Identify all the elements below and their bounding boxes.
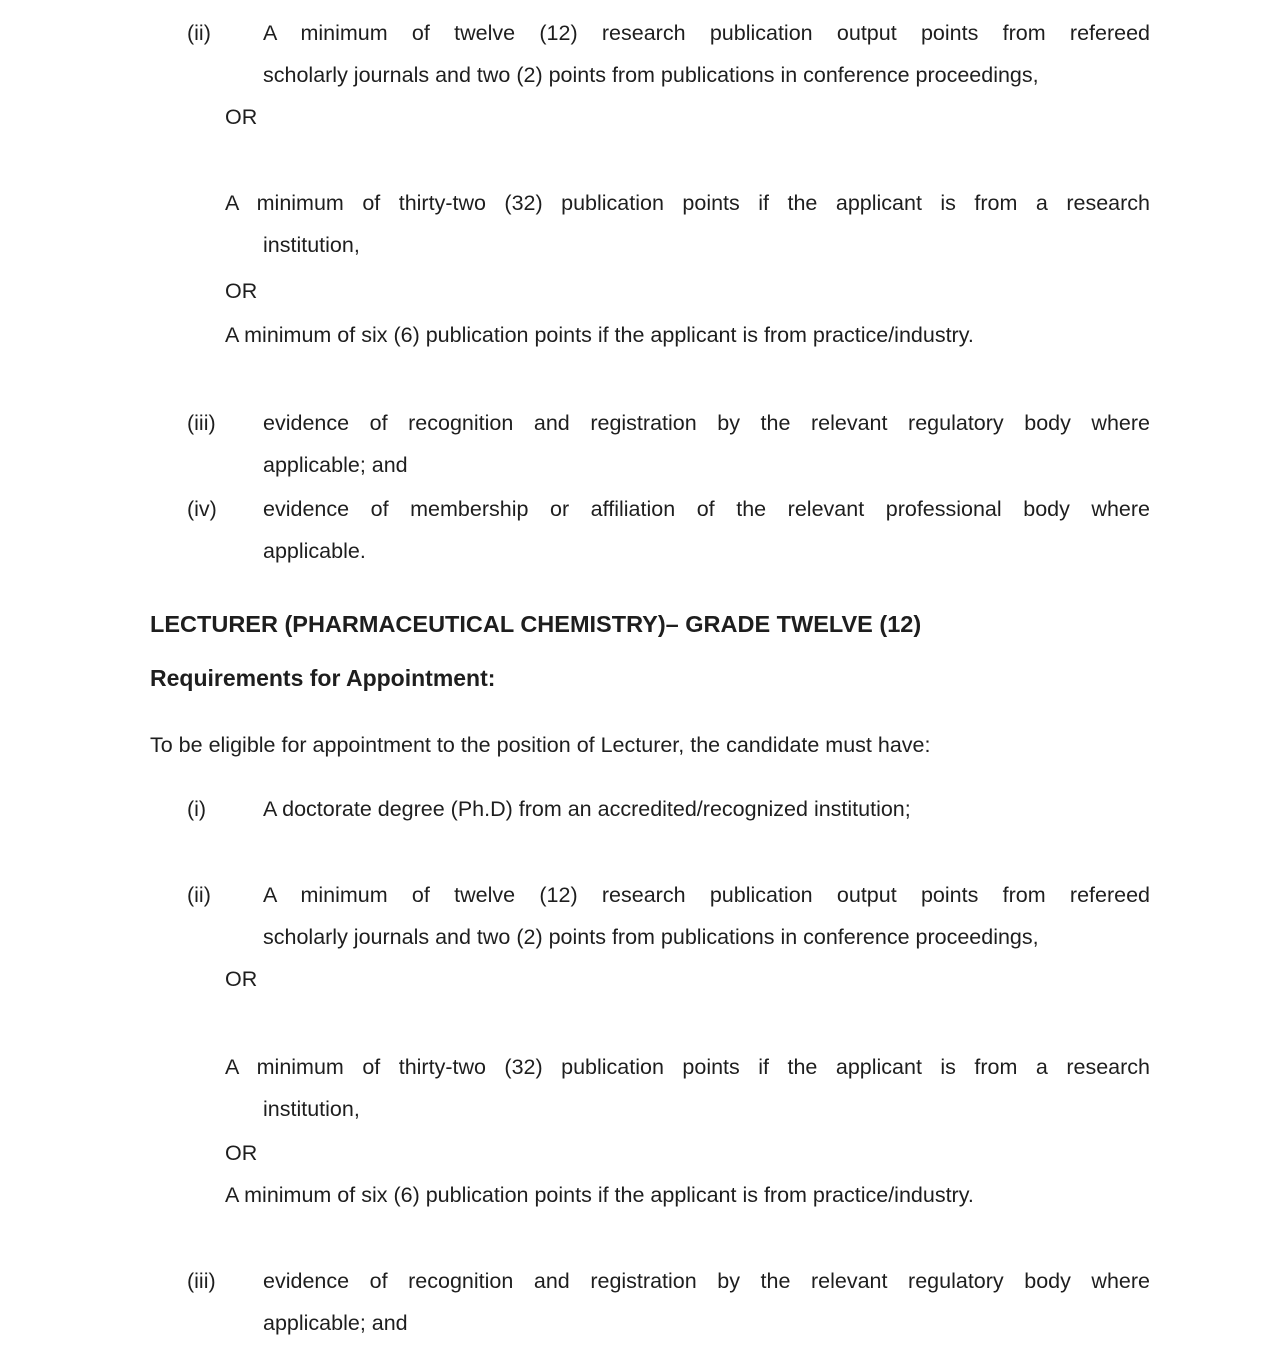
section-heading: LECTURER (PHARMACEUTICAL CHEMISTRY)– GRADE TWELVE (12) [150, 611, 922, 637]
list-item-ii [150, 874, 1150, 958]
list-item-iv-line-2: applicable. [263, 539, 366, 563]
list-item-iii-continued [150, 402, 1150, 486]
list-item-iii-line-1: evidence of recognition and registration by the relevant regulatory body where [263, 1269, 1150, 1293]
list-item-ii-line-2: scholarly journals and two (2) points from publications in conference proceedings, [263, 63, 1039, 87]
list-marker-ii: (ii) [187, 883, 211, 907]
alt-research-line-2: institution, [263, 233, 360, 257]
list-item-i-text: A doctorate degree (Ph.D) from an accredited/recognized institution; [263, 797, 911, 821]
list-marker-i: (i) [187, 797, 207, 821]
or-connector-1: OR [225, 105, 258, 129]
alt-research-line-1: A minimum of thirty-two (32) publication points if the applicant is from a research [225, 1055, 1150, 1079]
list-item-ii-line-2: scholarly journals and two (2) points from publications in conference proceedings, [263, 925, 1039, 949]
list-item-ii-line-1: A minimum of twelve (12) research publication output points from refereed [263, 21, 1150, 45]
list-item-iv-continued [150, 488, 1150, 572]
list-item-iv-line-1: evidence of membership or affiliation of the relevant professional body where [263, 497, 1150, 521]
alt-requirement-industry-2: A minimum of six (6) publication points if the applicant is from practice/industry. [225, 1183, 974, 1207]
list-item-iii-line-2: applicable; and [263, 453, 408, 477]
section-subheading: Requirements for Appointment: [150, 665, 496, 691]
intro-paragraph: To be eligible for appointment to the position of Lecturer, the candidate must have: [150, 733, 931, 757]
or-connector-4: OR [225, 1141, 258, 1165]
list-marker-ii: (ii) [187, 21, 211, 45]
alt-requirement-research-2 [150, 1046, 1150, 1130]
list-item-i [150, 788, 1150, 830]
list-marker-iv: (iv) [187, 497, 217, 521]
alt-requirement-industry-1: A minimum of six (6) publication points if the applicant is from practice/industry. [225, 323, 974, 347]
list-marker-iii: (iii) [187, 1269, 216, 1293]
alt-requirement-research-1 [150, 182, 1150, 266]
list-item-iii [150, 1260, 1150, 1344]
or-connector-2: OR [225, 279, 258, 303]
list-marker-iii: (iii) [187, 411, 216, 435]
list-item-ii-continued [150, 12, 1150, 96]
list-item-ii-line-1: A minimum of twelve (12) research publication output points from refereed [263, 883, 1150, 907]
alt-research-line-2: institution, [263, 1097, 360, 1121]
or-connector-3: OR [225, 967, 258, 991]
list-item-iii-line-1: evidence of recognition and registration by the relevant regulatory body where [263, 411, 1150, 435]
list-item-iii-line-2: applicable; and [263, 1311, 408, 1335]
alt-research-line-1: A minimum of thirty-two (32) publication points if the applicant is from a research [225, 191, 1150, 215]
